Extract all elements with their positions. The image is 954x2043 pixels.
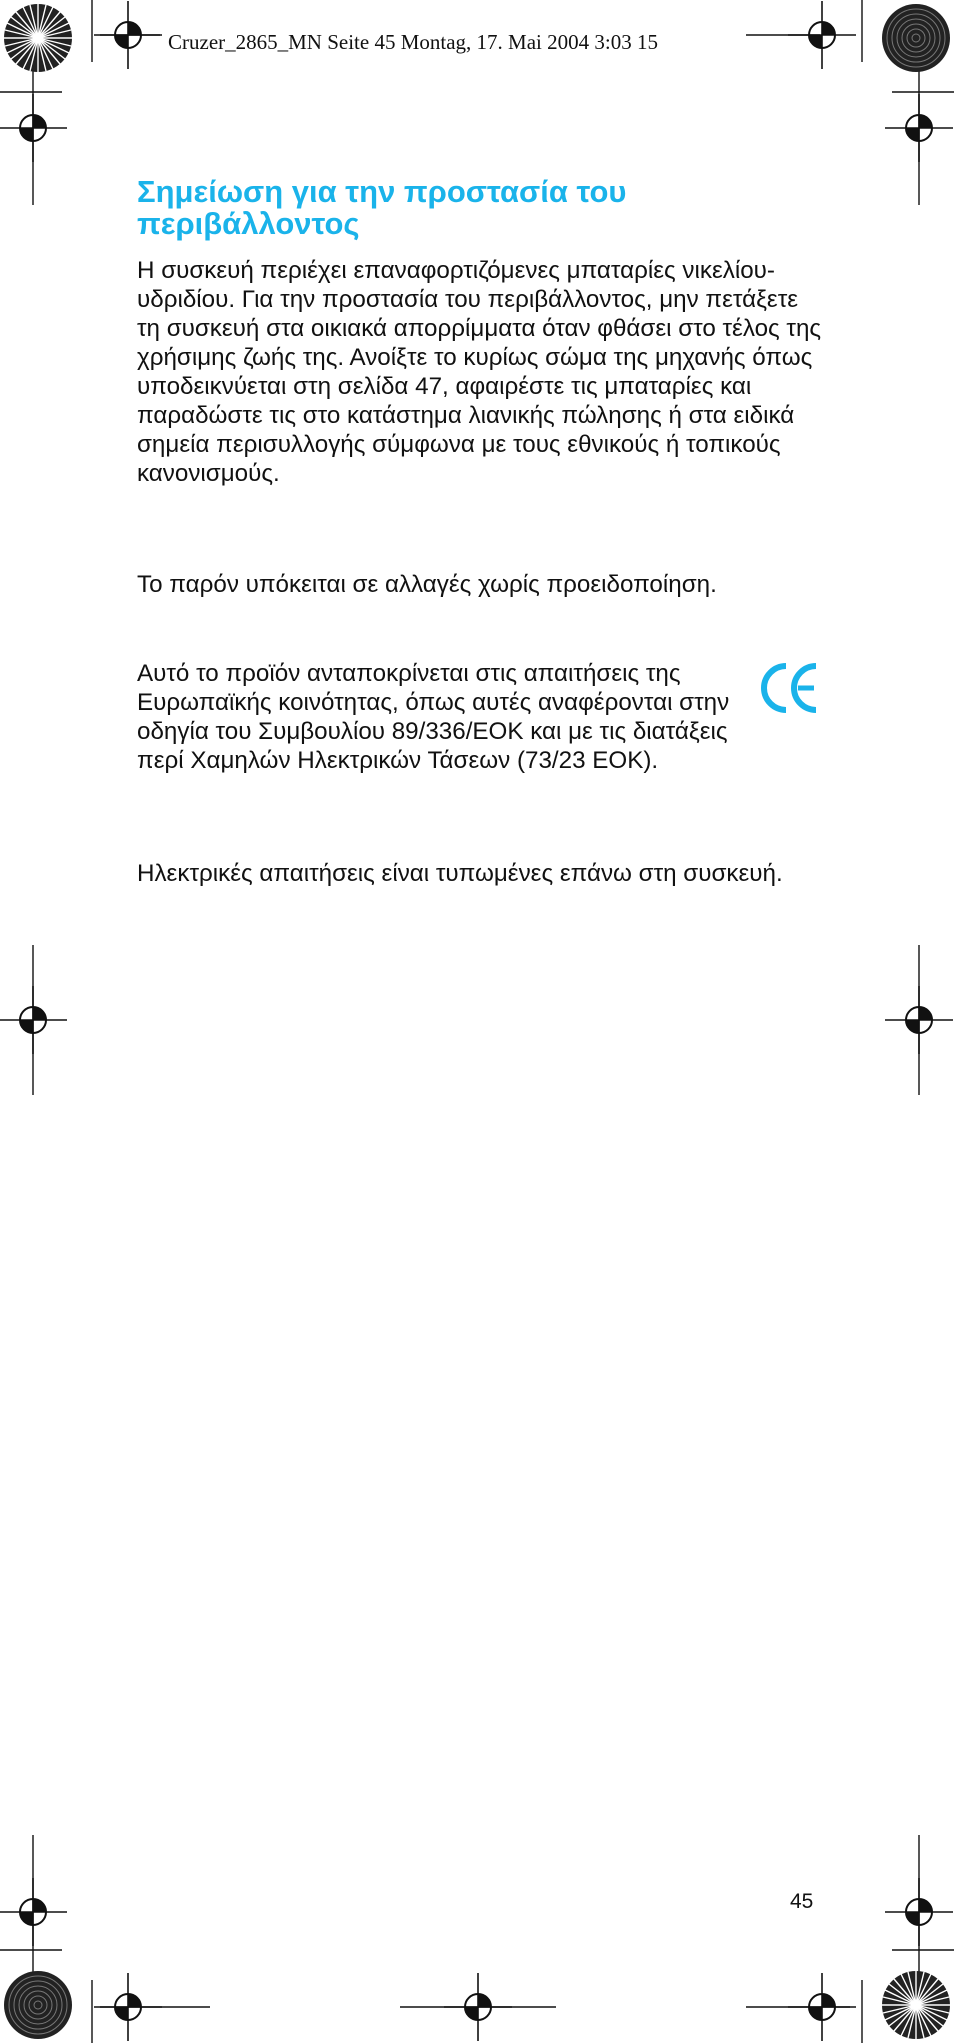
change-notice: Το παρόν υπόκειται σε αλλαγές χωρίς προειδοποίηση. [137,571,717,598]
environment-paragraph: Η συσκευή περιέχει επαναφορτιζόμενες μπαταρίες νικελίου-υδριδίου. Για την προστασία του περιβάλλοντος, μην πετάξετε τη συσκευή στα οικιακά απορρίμματα όταν φθάσει στο τέλος της χρήσιμης ζωής της. Ανοίξτε το κυρίως σώμα της μηχανής όπως υποδεικνύεται στη σελίδα 47, αφαιρέστε τις μπαταρίες και παραδώστε τις στο κατάστημα λιανικής πώλησης ή στα ειδικά σημεία περισυλλογής σύμφωνα με τους εθνικούς ή τοπικούς κανονισμούς. [137,257,822,487]
ce-mark-icon [758,660,820,716]
section-heading: Σημείωση για την προστασία του περιβάλλοντος [137,174,627,241]
print-slug: Cruzer_2865_MN Seite 45 Montag, 17. Mai 2004 3:03 15 [168,30,658,54]
compliance-paragraph: Αυτό το προϊόν ανταποκρίνεται στις απαιτήσεις της Ευρωπαϊκής κοινότητας, όπως αυτές αναφέρονται στην οδηγία του Συμβουλίου 89/336/ΕΟΚ και με τις διατάξεις περί Χαμηλών Ηλεκτρικών Τάσεων (73/23 ΕΟΚ). [137,660,730,774]
star-target-bottom-right [882,1971,950,2039]
concentric-target-top-right [882,4,950,72]
electrical-requirements-paragraph: Ηλεκτρικές απαιτήσεις είναι τυπωμένες επάνω στη συσκευή. [137,860,783,887]
star-target-top-left [4,4,72,72]
concentric-target-bottom-left [4,1971,72,2039]
page-number: 45 [790,1890,814,1913]
